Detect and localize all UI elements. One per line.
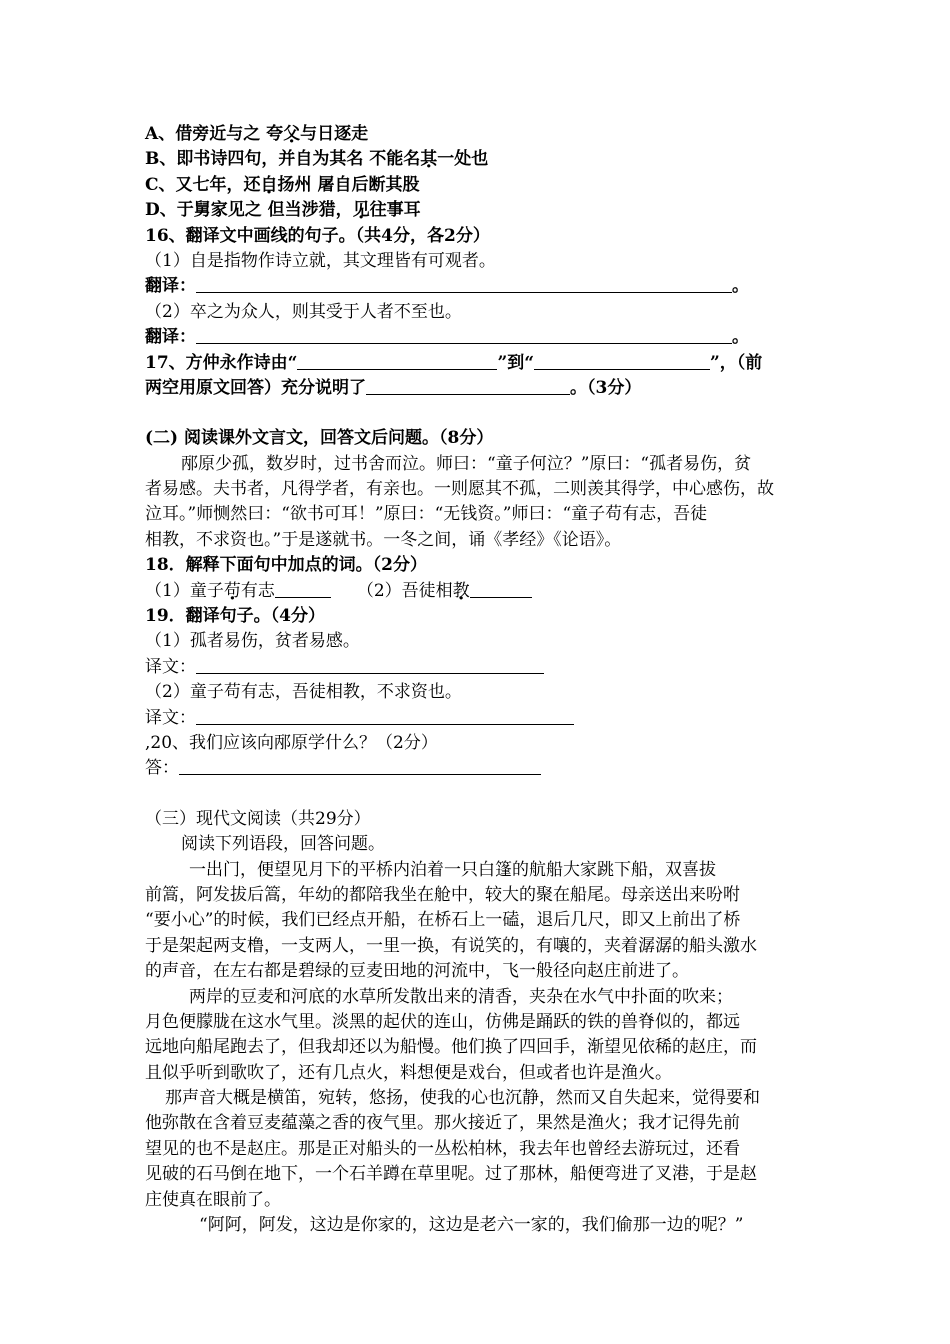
q16-sentence-1: （1）自是指物作诗立就，其文理皆有可观者。 xyxy=(145,250,496,271)
q17-text: 两空用原文回答）充分说明了 xyxy=(145,377,366,398)
option-c-label: C、 xyxy=(145,174,176,195)
dotted-char: 父 xyxy=(283,124,301,144)
q17-text: 。（3分） xyxy=(570,377,642,398)
section-3-title: （三）现代文阅读（共29分） xyxy=(145,808,371,829)
passage-line: 者易感。夫书者，凡得学者，有亲也。一则愿其不孤，二则羡其得学，中心感伤，故 xyxy=(145,479,774,500)
option-d-label: D、 xyxy=(145,200,177,221)
option-c-text: 又七年，还 xyxy=(175,174,261,195)
q16-title: 16、翻译文中画线的句子。（共4分，各2分） xyxy=(145,225,490,246)
translate-label: 翻译： xyxy=(145,276,196,297)
q19-sentence-1: （1）孤者易伤，贫者易感。 xyxy=(145,631,360,652)
passage-line: 前篙，阿发拔后篙，年幼的都陪我坐在舱中，较大的聚在船尾。母亲送出来吩咐 xyxy=(145,884,740,905)
q19-sentence-2: （2）童子苟有志，吾徒相教，不求资也。 xyxy=(145,682,462,703)
passage-line: 且似乎听到歌吹了，还有几点火，料想便是戏台，但或者也许是渔火。 xyxy=(145,1062,672,1083)
translation-label: 译文： xyxy=(145,707,196,728)
exam-page xyxy=(145,122,810,1238)
q20-title: ,20、我们应该向邴原学什么？（2分） xyxy=(145,732,438,753)
q16-answer-line-1 xyxy=(145,274,810,299)
option-a-text2: 夸 xyxy=(260,124,284,144)
passage-line: 一出门，便望见月下的平桥内泊着一只白篷的航船大家跳下船，双喜拔 xyxy=(189,859,716,880)
passage-line: “阿阿，阿发，这边是你家的，这边是老六一家的，我们偷那一边的呢？” xyxy=(199,1215,744,1236)
option-b xyxy=(145,147,810,172)
option-a xyxy=(145,122,810,147)
spacer xyxy=(145,782,810,807)
answer-blank[interactable] xyxy=(196,275,732,293)
option-d-text2: 往事耳 xyxy=(369,200,421,221)
answer-blank[interactable] xyxy=(470,580,532,598)
passage-line: 见破的石马倒在地下，一个石羊蹲在草里呢。过了那林，船便弯进了叉港，于是赵 xyxy=(145,1164,757,1185)
dotted-char: 教 xyxy=(452,580,470,601)
option-c xyxy=(145,173,810,198)
q18-item-2: （2）吾徒相 xyxy=(356,580,453,601)
answer-blank[interactable] xyxy=(275,580,331,598)
passage-line: 望见的也不是赵庄。那是正对船头的一丛松柏林，我去年也曾经去游玩过，还看 xyxy=(145,1138,740,1159)
period: 。 xyxy=(732,276,749,297)
dotted-char: 其 xyxy=(420,149,438,170)
q16-answer-line-2 xyxy=(145,325,810,350)
answer-blank[interactable] xyxy=(196,326,732,344)
section-2-title: (二) 阅读课外文言文，回答文后问题。（8分） xyxy=(145,428,494,449)
passage-line: 相教，不求资也。”于是遂就书。一冬之间，诵《孝经》《论语》。 xyxy=(145,529,622,550)
option-d-text: 于舅家见之 但当涉猎， xyxy=(176,200,353,221)
q17-text: ”到“ xyxy=(497,352,534,373)
passage-line: 远地向船尾跑去了，但我却还以为船慢。他们换了四回手，渐望见依稀的赵庄，而 xyxy=(145,1037,757,1058)
q16-sentence-2: （2）卒之为众人，则其受于人者不至也。 xyxy=(145,301,462,322)
dotted-char: 自 xyxy=(260,174,278,195)
section-3-intro: 阅读下列语段，回答问题。 xyxy=(181,834,385,855)
passage-line: 庄使真在眼前了。 xyxy=(145,1189,281,1210)
option-d xyxy=(145,198,810,223)
answer-blank[interactable] xyxy=(196,707,574,725)
period: 。 xyxy=(732,327,749,348)
q18-items xyxy=(145,579,810,604)
passage-line: 泣耳。”师恻然曰：“欲书可耳！”原曰：“无钱资。”师曰：“童子苟有志，吾徒 xyxy=(145,504,708,525)
passage-line: 于是架起两支橹，一支两人，一里一换，有说笑的，有嚷的，夹着潺潺的船头激水 xyxy=(145,935,757,956)
option-b-text: 即书诗四句，并自为其名 不能名 xyxy=(176,149,421,170)
q19-answer-line-2 xyxy=(145,706,810,731)
q19-answer-line-1 xyxy=(145,655,810,680)
option-a-label: A、 xyxy=(145,124,176,144)
translation-label: 译文： xyxy=(145,656,196,677)
passage-line: 邴原少孤，数岁时，过书舍而泣。师曰：“童子何泣？”原曰：“孤者易伤，贫 xyxy=(181,453,752,474)
option-b-label: B、 xyxy=(145,149,177,170)
option-b-text2: 一处也 xyxy=(437,149,489,170)
option-a-text: 借旁近与之 xyxy=(175,124,261,144)
passage-line: 月色便朦胧在这水气里。淡黑的起伏的连山，仿佛是踊跃的铁的兽脊似的，都远 xyxy=(145,1011,740,1032)
answer-blank[interactable] xyxy=(196,656,544,674)
passage-line: “要小心”的时候，我们已经点开船，在桥石上一磕，退后几尺，即又上前出了桥 xyxy=(145,910,741,931)
q18-item-1: （1）童子 xyxy=(145,580,224,601)
q18-item-1-end: 有志 xyxy=(240,580,275,601)
q19-title: 19．翻译句子。（4分） xyxy=(145,606,325,627)
dotted-char: 见 xyxy=(352,200,370,221)
q20-answer-line xyxy=(145,756,810,781)
option-c-text2: 扬州 屠自后断其股 xyxy=(277,174,420,195)
translate-label: 翻译： xyxy=(145,327,196,348)
passage-line: 那声音大概是横笛，宛转，悠扬，使我的心也沉静，然而又自失起来，觉得要和 xyxy=(165,1088,760,1109)
passage-line: 的声音，在左右都是碧绿的豆麦田地的河流中，飞一般径向赵庄前进了。 xyxy=(145,961,689,982)
passage-line: 他弥散在含着豆麦蕴藻之香的夜气里。那火接近了，果然是渔火；我才记得先前 xyxy=(145,1113,740,1134)
q17-line-1 xyxy=(145,351,810,376)
answer-blank[interactable] xyxy=(366,377,570,395)
passage-line: 两岸的豆麦和河底的水草所发散出来的清香，夹杂在水气中扑面的吹来； xyxy=(189,986,733,1007)
answer-label: 答： xyxy=(145,758,179,779)
spacer xyxy=(145,401,810,426)
q17-text: 17、方仲永作诗由“ xyxy=(145,352,298,373)
answer-blank[interactable] xyxy=(179,757,541,775)
dotted-char: 苟 xyxy=(223,580,241,601)
answer-blank[interactable] xyxy=(534,352,710,370)
q17-line-2 xyxy=(145,376,810,401)
q18-title: 18．解释下面句中加点的词。（2分） xyxy=(145,555,427,576)
option-a-text3: 与日逐走 xyxy=(300,124,369,144)
q17-text: ”，（前 xyxy=(710,352,763,373)
answer-blank[interactable] xyxy=(297,352,497,370)
